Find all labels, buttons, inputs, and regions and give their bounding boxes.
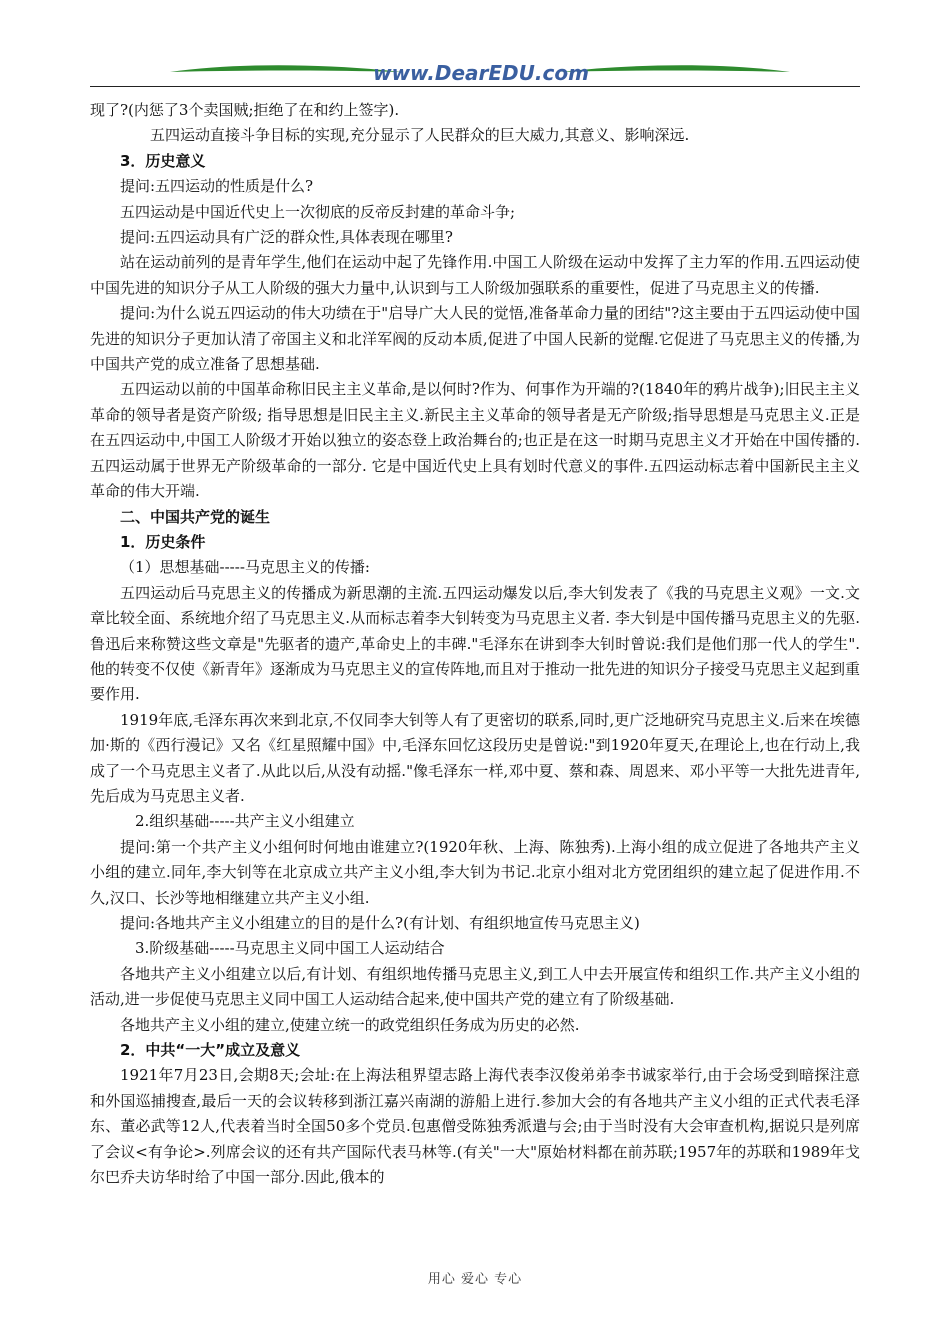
paragraph: 提问:第一个共产主义小组何时何地由谁建立?(1920年秋、上海、陈独秀).上海小组的成立促进了各地共产主义小组的建立.同年,李大钊等在北京成立共产主义小组,李大钊为书记.北京小组对北方党团组织的建立起了促进作用.不久,汉口、长沙等地相继建立共产主义小组. — [90, 837, 860, 907]
paragraph: 现了?(内惩了3个卖国贼;拒绝了在和约上签字). — [90, 101, 400, 119]
paragraph: 五四运动以前的中国革命称旧民主主义革命,是以何时?作为、何事作为开端的?(1840年的鸦片战争);旧民主主义革命的领导者是资产阶级; 指导思想是旧民主主义.新民主主义革命的领导者是无产阶级;指导思想是马克思主义.正是在五四运动中,中国工人阶级才开始以独立的姿态登上政治舞台的;也正是在这一时期马克思主义才开始在中国传播的.五四运动属于世界无产阶级革命的一部分. 它是中国近代史上具有划时代意义的事件.五四运动标志着中国新民主主义革命的伟大开端. — [90, 380, 860, 501]
paragraph: 各地共产主义小组的建立,使建立统一的政党组织任务成为历史的必然. — [120, 1015, 580, 1034]
left-leaf-icon — [170, 65, 402, 72]
paragraph: 提问:五四运动具有广泛的群众性,具体表现在哪里? — [120, 228, 453, 247]
header-logo — [90, 58, 860, 94]
section-heading: 2．中共“一大”成立及意义 — [120, 1041, 301, 1060]
right-leaf-icon — [560, 65, 790, 72]
paragraph: 提问:各地共产主义小组建立的目的是什么?(有计划、有组织地宣传马克思主义) — [120, 914, 640, 932]
paragraph: 提问:五四运动的性质是什么? — [120, 177, 314, 196]
paragraph: 1919年底,毛泽东再次来到北京,不仅同李大钊等人有了更密切的联系,同时,更广泛地研究马克思主义.后来在埃德加·斯的《西行漫记》又名《红星照耀中国》中,毛泽东回忆这段历史是曾说:"到1920年夏天,在理论上,也在行动上,我成了一个马克思主义者了.从此以后,从没有动摇."像毛泽东一样,邓中夏、蔡和森、周恩来、邓小平等一大批先进青年,先后成为马克思主义者. — [90, 710, 860, 805]
header-banner — [90, 58, 860, 94]
paragraph: 五四运动是中国近代史上一次彻底的反帝反封建的革命斗争; — [120, 202, 516, 221]
paragraph: 1921年7月23日,会期8天;会址:在上海法租界望志路上海代表李汉俊弟弟李书诚家举行,由于会场受到暗探注意和外国巡捕搜查,最后一天的会议转移到浙江嘉兴南湖的游船上进行.参加大会的有各地共产主义小组的正式代表毛泽东、董必武等12人,代表着当时全国50多个党员.包惠僧受陈独秀派遣与会;由于当时没有大会审查机构,据说只是列席了会议<有争论>.列席会议的还有共产国际代表马林等.(有关"一大"原始材料都在前苏联;1957年的苏联和1989年戈尔巴乔夫访华时给了中国一部分.因此,俄本的 — [90, 1066, 860, 1187]
paragraph: 提问:为什么说五四运动的伟大功绩在于"启导广大人民的觉悟,准备革命力量的团结"?这主要由于五四运动使中国先进的知识分子更加认清了帝国主义和北洋军阀的反动本质,促进了中国人民新的觉醒.它促进了马克思主义的传播,为中国共产党的成立准备了思想基础. — [90, 304, 860, 374]
paragraph: 站在运动前列的是青年学生,他们在运动中起了先锋作用.中国工人阶级在运动中发挥了主力军的作用.五四运动使中国先进的知识分子从工人阶级的强大力量中,认识到与工人阶级加强联系的重要性，促进了马克思主义的传播. — [90, 253, 860, 297]
paragraph: 3.阶级基础-----马克思主义同中国工人运动结合 — [135, 939, 445, 958]
paragraph: 五四运动直接斗争目标的实现,充分显示了人民群众的巨大威力,其意义、影响深远. — [150, 126, 690, 145]
paragraph: 五四运动后马克思主义的传播成为新思潮的主流.五四运动爆发以后,李大钊发表了《我的马克思主义观》一文.文章比较全面、系统地介绍了马克思主义.从而标志着李大钊转变为马克思主义者. 李大钊是中国传播马克思主义的先驱.鲁迅后来称赞这些文章是"先驱者的遗产,革命史上的丰碑."毛泽东在讲到李大钊时曾说:我们是他们那一代人的学生".他的转变不仅使《新青年》逐渐成为马克思主义的宣传阵地,而且对于推动一批先进的知识分子接受马克思主义起到重要作用. — [90, 583, 860, 704]
site-logo-text: www.DearEDU.com — [373, 61, 589, 85]
header-rule — [90, 86, 860, 87]
section-heading: 3．历史意义 — [120, 151, 206, 170]
document-body — [90, 98, 860, 1190]
paragraph: 各地共产主义小组建立以后,有计划、有组织地传播马克思主义,到工人中去开展宣传和组织工作.共产主义小组的活动,进一步促使马克思主义同中国工人运动结合起来,使中国共产党的建立有了阶级基础. — [90, 964, 860, 1009]
paragraph: 2.组织基础-----共产主义小组建立 — [135, 812, 355, 831]
paragraph: （1）思想基础-----马克思主义的传播: — [120, 558, 370, 577]
page-footer: 用心 爱心 专心 — [427, 1272, 523, 1287]
section-heading: 1．历史条件 — [120, 532, 206, 551]
section-heading: 二、中国共产党的诞生 — [120, 507, 271, 526]
